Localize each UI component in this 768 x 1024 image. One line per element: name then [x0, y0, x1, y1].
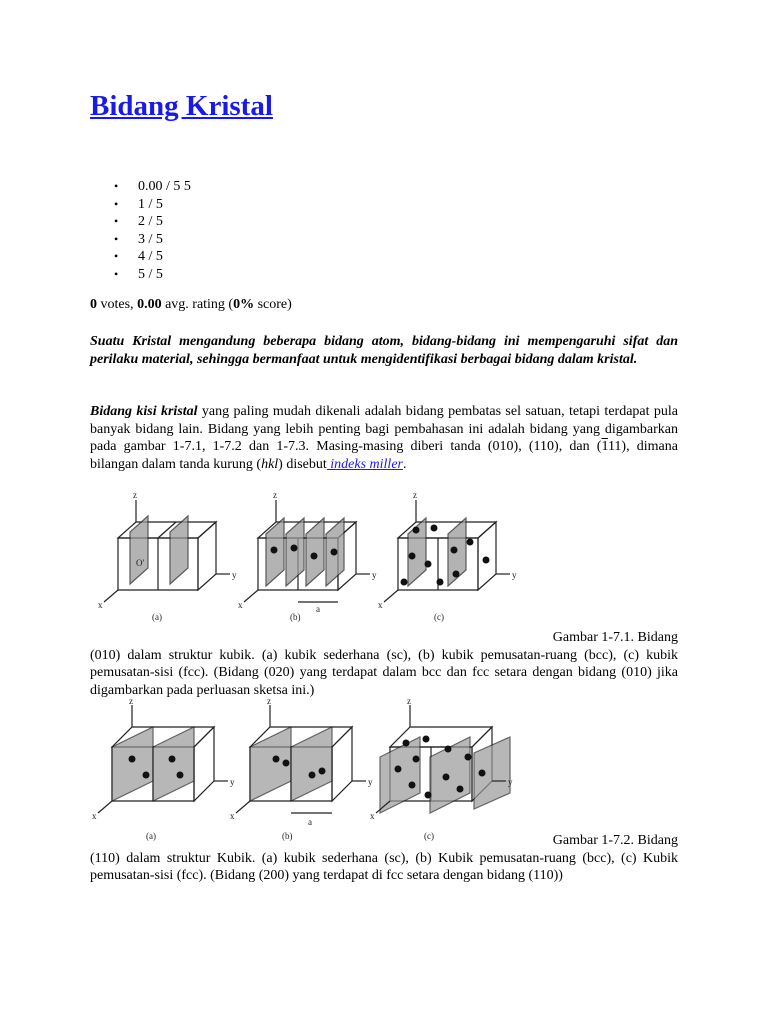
- fig2-axis-y-a: y: [230, 777, 235, 787]
- fig1-axis-z-c: z: [413, 490, 417, 500]
- rating-list: [90, 178, 191, 283]
- rating-option-3[interactable]: • 3 / 5: [138, 231, 191, 249]
- figure-2-caption-body: (110) dalam struktur Kubik. (a) kubik sederhana (sc), (b) Kubik pemusatan-ruang (bcc), (c) Kubik pemusatan-sisi (fcc). (Bidang (200) yang terdapat di fcc setara dengan bidang (110)): [90, 850, 678, 883]
- figure-1-caption: [90, 629, 678, 699]
- fig2-cube-c: [376, 705, 510, 813]
- fig2-axis-x-a: x: [92, 811, 97, 821]
- title-link[interactable]: Bidang Kristal: [90, 90, 273, 122]
- fig1-cube-b: [244, 500, 370, 602]
- figure-1-diagram: [90, 490, 522, 622]
- avg-rating: 0.00: [137, 297, 162, 312]
- fig1-label-a: (a): [152, 612, 162, 622]
- hkl-term: hkl: [261, 456, 279, 472]
- rating-option-4[interactable]: • 4 / 5: [138, 248, 191, 266]
- fig1-axis-y-a: y: [232, 570, 237, 580]
- avg-text: avg. rating (: [161, 297, 234, 312]
- figure-1-caption-head: Gambar 1-7.1. Bidang: [552, 630, 678, 645]
- figure-1: [90, 490, 522, 622]
- fig1-cube-a: [104, 500, 230, 602]
- fig2-cube-b: [236, 705, 366, 813]
- figure-2-caption: [90, 832, 678, 885]
- figure-2-diagram: [90, 697, 522, 847]
- fig2-axis-z-c: z: [407, 697, 411, 706]
- fig1-axis-z-b: z: [273, 490, 277, 500]
- fig1-origin-label: O': [136, 558, 145, 568]
- fig2-label-c: (c): [424, 831, 434, 841]
- figure-1-caption-body: (010) dalam struktur kubik. (a) kubik sederhana (sc), (b) kubik pemusatan-ruang (bcc), (c) kubik pemusatan-sisi (fcc). (Bidang (020) yang terdapat dalam bcc dan fcc setara dengan bidang (010) jika digambarkan pada perluasan sketsa ini.): [90, 647, 678, 698]
- fig1-label-b: (b): [290, 612, 301, 622]
- lattice-term: Bidang kisi kristal: [90, 404, 198, 419]
- figure-2-caption-head: Gambar 1-7.2. Bidang: [552, 833, 678, 848]
- fig1-axis-y-c: y: [512, 570, 517, 580]
- fig1-label-c: (c): [434, 612, 444, 622]
- fig2-axis-x-c: x: [370, 811, 375, 821]
- score-text: score): [254, 297, 292, 312]
- fig1-axis-z-a: z: [133, 490, 137, 500]
- fig1-cube-c: [384, 500, 510, 602]
- fig2-dim-label: a: [308, 817, 312, 827]
- rating-option-2[interactable]: • 2 / 5: [138, 213, 191, 231]
- votes-count: 0: [90, 297, 97, 312]
- rating-option-1[interactable]: • 1 / 5: [138, 196, 191, 214]
- fig1-axis-x-a: x: [98, 600, 103, 610]
- figure-2: [90, 697, 522, 847]
- score-value: 0%: [233, 297, 255, 312]
- body-text-end: .: [403, 456, 407, 472]
- rating-option-5[interactable]: • 5 / 5: [138, 266, 191, 284]
- fig2-label-a: (a): [146, 831, 156, 841]
- intro-paragraph: Suatu Kristal mengandung beberapa bidang atom, bidang-bidang ini mempengaruhi sifat dan perilaku material, sehingga bermanfaat untuk mengidentifikasi berbagai bidang dalam kristal.: [90, 334, 678, 367]
- miller-index-link[interactable]: indeks miller: [326, 456, 403, 472]
- fig1-axis-y-b: y: [372, 570, 377, 580]
- rating-option-0[interactable]: • 0.00 / 5 5: [138, 178, 191, 196]
- overbar-digit: 1: [601, 439, 608, 454]
- fig2-cube-a: [98, 705, 228, 813]
- fig1-axis-x-b: x: [238, 600, 243, 610]
- fig2-axis-z-a: z: [129, 697, 133, 706]
- votes-text: votes,: [97, 297, 138, 312]
- fig2-axis-z-b: z: [267, 697, 271, 706]
- fig2-axis-x-b: x: [230, 811, 235, 821]
- body-text-2: 11), dimana bilangan dalam tanda kurung (: [90, 439, 678, 472]
- body-text-1: yang paling mudah dikenali adalah bidang pembatas sel satuan, tetapi terdapat pula banyak bidang lain. Bidang yang lebih penting bagi pembahasan ini adalah bidang yang digambarkan pada gambar 1-7.1, 1-7.2 dan 1-7.3. Masing-masing diberi tanda (010), (110), dan (: [90, 404, 678, 454]
- body-paragraph: [90, 403, 678, 473]
- page-title: [90, 90, 273, 123]
- fig1-dim-label: a: [316, 604, 320, 614]
- rating-summary: [90, 297, 292, 313]
- body-text-3: ) disebut: [278, 456, 327, 472]
- fig2-label-b: (b): [282, 831, 293, 841]
- fig1-axis-x-c: x: [378, 600, 383, 610]
- fig2-axis-y-b: y: [368, 777, 373, 787]
- fig2-axis-y-c: y: [508, 777, 513, 787]
